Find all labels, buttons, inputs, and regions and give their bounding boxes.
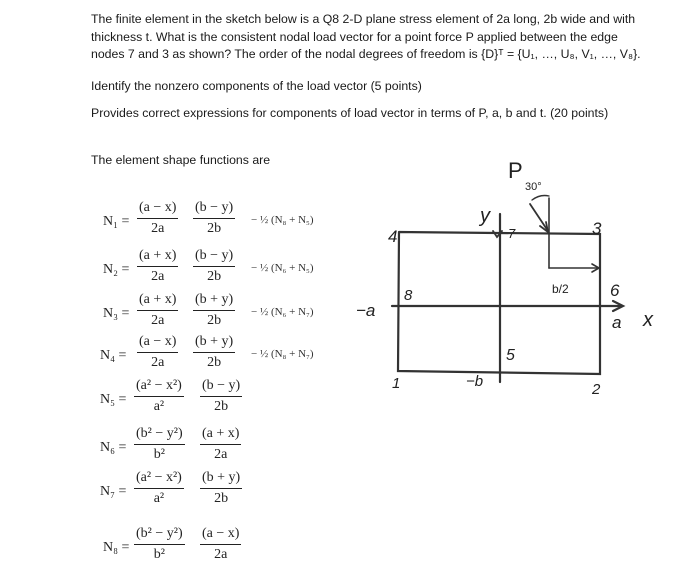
element-sketch <box>330 150 690 410</box>
eq-tail: − ½ (N₈ + N₅) <box>251 214 314 226</box>
node-label-8: 8 <box>404 287 413 304</box>
force-label: P <box>508 158 523 183</box>
x-axis-label: x <box>643 309 653 331</box>
task-provide-expressions: Provides correct expressions for components of load vector in terms of P, a, b and t. (20 points) <box>91 106 609 120</box>
force-arrow <box>530 204 548 231</box>
angle-arc <box>532 196 549 201</box>
node-label-6: 6 <box>610 281 620 300</box>
eq-lhs: N₁ = <box>103 214 130 229</box>
node-label-7: 7 <box>508 226 516 241</box>
question-line-2: thickness t. What is the consistent nodal load vector for a point force P applied between the edge <box>91 29 618 44</box>
x-positive-label: a <box>612 313 622 332</box>
angle-label: 30° <box>525 181 542 193</box>
x-negative-label: −a <box>356 301 376 320</box>
question-line-3: nodes 7 and 3 as shown? The order of the nodal degrees of freedom is {D}ᵀ = {U₁, …, U₈, V₁, …, V₈}. <box>91 47 641 61</box>
node-label-3: 3 <box>592 219 602 238</box>
fraction: $\frac{(b - y)}{2b}$ <box>195 200 234 236</box>
y-axis-label: y <box>480 205 490 227</box>
shape-functions-intro: The element shape functions are <box>91 153 271 167</box>
node-label-1: 1 <box>392 375 401 392</box>
question-line-1: The finite element in the sketch below is a Q8 2-D plane stress element of 2a long, 2b wide and with <box>91 12 636 26</box>
y-negative-label: −b <box>466 373 484 390</box>
node-label-4: 4 <box>388 227 398 246</box>
question-text <box>91 11 651 64</box>
node-label-5: 5 <box>506 347 515 364</box>
fraction: $\frac{(a - x)}{2a}$ <box>139 200 177 236</box>
task-identify-nonzero: Identify the nonzero components of the load vector (5 points) <box>91 79 422 93</box>
node-label-2: 2 <box>592 381 601 398</box>
dimension-label: b/2 <box>552 282 569 296</box>
